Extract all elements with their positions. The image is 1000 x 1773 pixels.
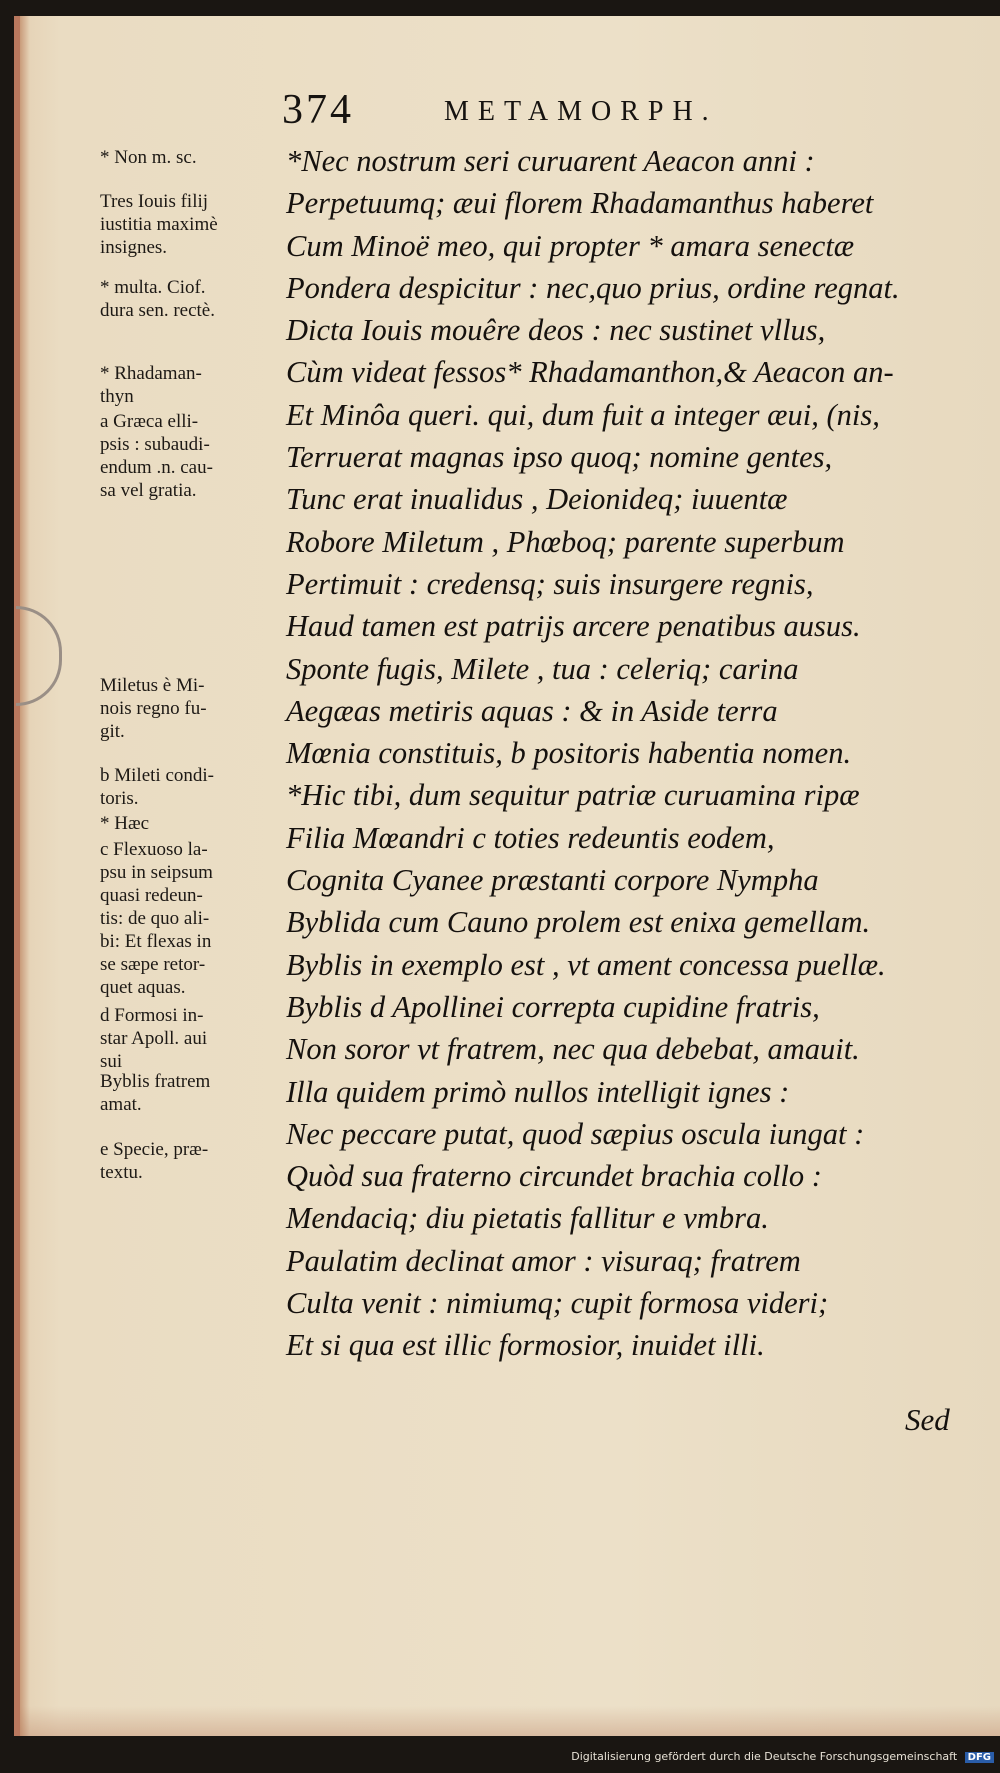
verse-line: Robore Miletum , Phœboq; parente superbum [286,524,845,559]
verse-line: *Hic tibi, dum sequitur patriæ curuamina ripæ [286,778,860,813]
verse-line: Byblis d Apollinei correpta cupidine fratris, [286,989,820,1024]
verse-line: Pondera despicitur : nec,quo prius, ordine regnat. [286,270,900,305]
margin-note: Miletus è Mi- nois regno fu- git. [100,675,207,742]
margin-note: * multa. Ciof. dura sen. rectè. [100,277,215,321]
margin-note: c Flexuoso la- psu in seipsum quasi redeun- tis: de quo ali- bi: Et flexas in se sæpe retor- quet aquas. [100,839,213,998]
running-head: METAMORPH. [444,96,718,127]
verse-line: Pertimuit : credensq; suis insurgere regnis, [286,566,814,601]
verse-line: Culta venit : nimiumq; cupit formosa videri; [286,1286,829,1321]
digitization-credit [571,1750,994,1763]
margin-note: * Hæc [100,813,150,834]
verse-line: Aegæas metiris aquas : & in Aside terra [286,693,778,728]
margin-note: d Formosi in- star Apoll. aui sui [100,1005,208,1072]
verse-line: Perpetuumq; æui florem Rhadamanthus haberet [286,186,874,221]
dfg-logo: DFG [965,1752,994,1763]
page-number: 374 [282,87,354,133]
verse-line: Cognita Cyanee præstanti corpore Nympha [286,863,819,898]
margin-note: Byblis fratrem amat. [100,1071,211,1115]
page-header [282,86,842,136]
verse-line: Byblida cum Cauno prolem est enixa gemellam. [286,905,871,940]
verse-line: Et Minôa queri. qui, dum fuit a integer æui, (nis, [286,397,880,432]
margin-note: * Non m. sc. [100,147,197,168]
margin-note: b Mileti condi- toris. [100,765,214,809]
verse-line: Sponte fugis, Milete , tua : celeriq; carina [286,651,799,686]
verse-line: Quòd sua fraterno circundet brachia collo : [286,1159,822,1194]
verse-line: Cum Minoë meo, qui propter * amara senectæ [286,228,855,263]
verse-line: Byblis in exemplo est , vt ament concessa puellæ. [286,947,886,982]
margin-note: Tres Iouis filij iustitia maximè insignes. [100,191,218,258]
page-clip [16,606,62,706]
verse-line: Nec peccare putat, quod sæpius oscula iungat : [286,1116,865,1151]
verse-line: Haud tamen est patrijs arcere penatibus ausus. [286,609,861,644]
margin-note: * Rhadaman- thyn [100,363,202,407]
verse-line: Tunc erat inualidus , Deionideq; iuuentæ [286,482,788,517]
verse-block [286,140,986,1367]
verse-line: Illa quidem primò nullos intelligit ignes : [286,1074,790,1109]
verse-line: Non soror vt fratrem, nec qua debebat, amauit. [286,1032,860,1067]
credit-text: Digitalisierung gefördert durch die Deutsche Forschungsgemeinschaft [571,1750,958,1763]
margin-note: a Græca elli- psis : subaudi- endum .n. cau- sa vel gratia. [100,411,213,501]
catchword: Sed [905,1402,950,1437]
verse-line: Filia Mœandri c toties redeuntis eodem, [286,820,775,855]
verse-line: Cùm videat fessos* Rhadamanthon,& Aeacon an- [286,355,894,390]
verse-line: Paulatim declinat amor : visuraq; fratrem [286,1243,801,1278]
verse-line: *Nec nostrum seri curuarent Aeacon anni : [286,144,815,178]
margin-note: e Specie, præ- textu. [100,1139,209,1183]
verse-line: Et si qua est illic formosior, inuidet illi. [286,1328,765,1363]
verse-line: Mendaciq; diu pietatis fallitur e vmbra. [286,1201,769,1236]
verse-line: Dicta Iouis mouêre deos : nec sustinet vllus, [286,313,826,348]
verse-line: Terruerat magnas ipso quoq; nomine gentes, [286,440,833,475]
verse-line: Mœnia constituis, b positoris habentia nomen. [286,736,852,771]
